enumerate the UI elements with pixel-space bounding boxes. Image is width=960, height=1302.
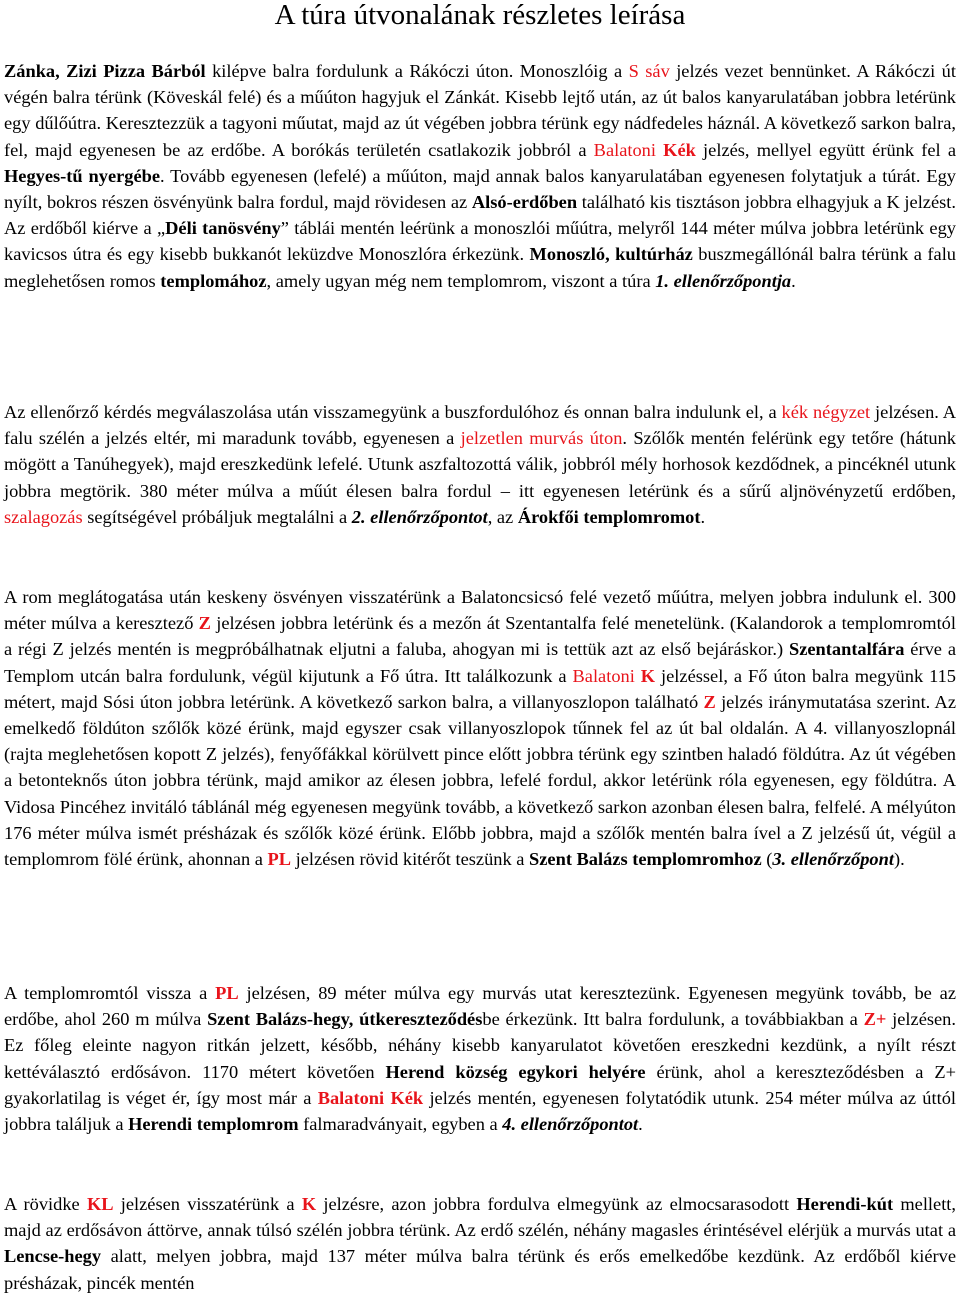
text-run: Balatoni bbox=[593, 139, 664, 160]
text-run: buszmegállónál balra térünk a falu meglehetősen romos bbox=[4, 244, 956, 291]
paragraph-2 bbox=[4, 399, 956, 530]
text-run: . bbox=[791, 270, 796, 291]
text-run: 2. ellenőrzőpontot bbox=[351, 506, 488, 527]
text-run: Balatoni Kék bbox=[317, 1087, 424, 1108]
paragraph-3 bbox=[4, 584, 956, 872]
text-run: . Szőlők mentén felérünk egy tetőre (hátunk mögött a Tanúhegyek), majd ereszkedünk lefelé. Utunk aszfaltozottá válik, jobbról mély horhosok kezdődnek, a pincéknél utunk jobbra megtörik. 380 méter múlva a műút élesen balra fordul – itt egyenesen letérünk és a sűrű aljnövényzetű erdőben, bbox=[4, 428, 956, 501]
text-run: . bbox=[638, 1114, 643, 1135]
text-run: segítségével próbáljuk megtalálni a bbox=[82, 506, 352, 527]
text-run: jelzésen. A falu szélén a jelzés eltér, mi maradunk tovább, egyenesen a bbox=[4, 402, 957, 449]
text-run: 1. ellenőrzőpontja bbox=[655, 270, 792, 291]
text-run: Hegyes-tű nyergébe bbox=[4, 165, 161, 186]
text-run: Herendi templomrom bbox=[128, 1114, 299, 1135]
text-run: Kék bbox=[663, 139, 696, 160]
text-run: Déli tanösvény bbox=[165, 218, 281, 239]
text-run: falmaradványait, egyben a bbox=[298, 1114, 503, 1135]
text-run: jelzésen. Ez főleg eleinte nagyon ritkán jelzett, később, néhány kisebb kanyarulatot követően ereszkedni kezdünk, a nyílt részt kettéválasztó erdősávon. 1170 métert követően bbox=[4, 1009, 956, 1082]
text-run: PL bbox=[215, 983, 239, 1003]
text-run: A templomromtól vissza a bbox=[4, 983, 216, 1003]
text-run: Szent Balázs-hegy, útkereszteződés bbox=[207, 1009, 483, 1030]
text-run: Az ellenőrző kérdés megválaszolása után visszamegyünk a buszfordulóhoz és onnan balra indulunk el, a bbox=[4, 402, 782, 422]
text-run: ). bbox=[893, 849, 905, 870]
text-run: Z bbox=[703, 691, 716, 712]
text-run: Lencse-hegy bbox=[4, 1246, 102, 1267]
paragraph-4 bbox=[4, 980, 956, 1137]
text-run: Szent Balázs templomromhoz bbox=[529, 849, 762, 870]
text-run: jelzés mentén, egyenesen folytatódik utunk. 254 méter múlva az úttól jobbra találjuk a bbox=[4, 1087, 956, 1135]
text-run: ( bbox=[761, 849, 773, 870]
text-run: be érkezünk. Itt balra fordulunk, a továbbiakban a bbox=[482, 1009, 864, 1030]
text-run: Árokfői templomromot bbox=[517, 506, 701, 527]
text-run: kilépve balra fordulunk a Rákóczi úton. Monoszlóig a bbox=[205, 61, 629, 81]
text-run: jelzéssel, a Fő úton balra megyünk 115 métert, majd Sósi úton jobbra letérünk. A következő sarkon balra, a villanyoszlopon található bbox=[4, 665, 956, 712]
text-run: Szentantalfára bbox=[788, 639, 905, 660]
text-run: jelzés vezet bennünket. A Rákóczi út végén balra térünk (Köveskál felé) és a műúton hagyjuk el Zánkát. Kisebb lejtő után, az út balos kanyarulatában jobbra letérünk egy dűlőútra. Keresztezzük a tagyoni műutat, majd az út végében jobbra térünk egy nádfedeles háznál. A következő sarkon balra, fel, majd egyenesen be az erdőbe. A borókás területén csatlakozik jobbról a bbox=[4, 61, 956, 160]
text-run: Z bbox=[198, 613, 211, 634]
text-run: 4. ellenőrzőpontot bbox=[502, 1114, 639, 1135]
text-run: Alsó-erdőben bbox=[471, 192, 578, 213]
text-run: , az bbox=[487, 506, 518, 527]
text-run: jelzetlen murvás úton bbox=[460, 428, 623, 449]
text-run: Zánka, Zizi Pizza Bárból bbox=[4, 61, 206, 81]
text-run: jelzésen, 89 méter múlva egy murvás utat keresztezünk. Egyenesen megyünk tovább, be az erdőbe, ahol 260 m múlva bbox=[4, 983, 956, 1030]
text-run: érve a Templom utcán balra fordulunk, végül kijutunk a Fő útra. Itt találkozunk a bbox=[4, 639, 956, 686]
text-run: jelzés iránymutatása szerint. Az emelkedő földúton szőlők közé érünk, majd egyszer csak villanyoszlopok tűnnek fel az út bal oldalán. A 4. villanyoszlopnál (rajta meglehetősen kopott Z jelzés), fenyőfákkal körülvett pince előtt jobbra térünk egy szintben haladó földútra. Az út végében a betonteknős úton jobbra térünk, majd amikor az élesen jobbra, lefelé fordul, akkor letérünk róla egyenesen, egy földútra. A Vidosa Pincéhez invitáló táblánál még egyenesen megyünk tovább, a következő sarkon azonban élesen balra, felfelé. A mélyúton 176 méter múlva ismét présházak és szőlők közé érünk. Előbb jobbra, majd a szőlők mentén balra ível a Z jelzésű út, végül a templomrom fölé érünk, ahonnan a bbox=[4, 691, 956, 870]
text-run: Z+ bbox=[863, 1009, 887, 1030]
text-run: jelzés, mellyel együtt érünk fel a bbox=[695, 139, 956, 160]
text-run: S sáv bbox=[628, 61, 670, 81]
text-run: A rom meglátogatása után keskeny ösvényen visszatérünk a Balatoncsicsó felé vezető műútra, melyen jobbra indulunk el. 300 méter múlva a keresztező bbox=[4, 587, 956, 634]
text-run: Balatoni bbox=[572, 665, 641, 686]
text-run: Herendi-kút bbox=[796, 1194, 894, 1214]
paragraph-5 bbox=[4, 1191, 956, 1296]
text-run: érünk, ahol a kereszteződésben a Z+ gyakorlatilag is véget ér, így most már a bbox=[4, 1061, 957, 1108]
text-run: Monoszló, kultúrház bbox=[529, 244, 693, 265]
text-run: K bbox=[301, 1194, 317, 1214]
text-run: jelzésre, azon jobbra fordulva elmegyünk az elmocsarasodott bbox=[316, 1194, 797, 1214]
text-run: . bbox=[700, 506, 706, 527]
text-run: jelzésen visszatérünk a bbox=[113, 1194, 302, 1214]
text-run: , amely ugyan még nem templomrom, viszont a túra bbox=[266, 270, 656, 291]
text-run: ” táblái mentén leérünk a monoszlói műútra, melyről 144 méter múlva jobbra letérünk egy kavicsos útra és egy kisebb bukkanót leküzdve Monoszlóra érkezünk. bbox=[4, 218, 956, 265]
text-run: található kis tisztáson jobbra elhagyjuk a K jelzést. Az erdőből kiérve a „ bbox=[4, 192, 956, 239]
text-run: Herend község egykori helyére bbox=[385, 1061, 646, 1082]
paragraph-1 bbox=[4, 58, 956, 294]
text-run: kék négyzet bbox=[781, 402, 871, 422]
text-run: . Tovább egyenesen (lefelé) a műúton, majd annak balos kanyarulatában egyenesen folytatjuk a túrát. Egy nyílt, bokros részen ösvényünk balra fordul, majd rövidesen az bbox=[4, 165, 956, 213]
text-run: szalagozás bbox=[4, 506, 83, 527]
text-run: K bbox=[640, 665, 656, 686]
text-run: jelzésen rövid kitérőt teszünk a bbox=[291, 849, 530, 870]
page-title: A túra útvonalának részletes leírása bbox=[274, 0, 686, 31]
text-run: templomához bbox=[160, 270, 267, 291]
text-run: mellett, majd az erdősávon áttörve, annak túlsó szélén jobbra térünk. Az erdő szélén, néhány magasles érintésével elérjük a murvás utat a bbox=[4, 1194, 957, 1241]
text-run: jelzésen jobbra letérünk és a mezőn át Szentantalfa felé menetelünk. (Kalandorok a templomromtól a régi Z jelzés mentén is megpróbálhatnak eljutni a faluba, ahogyan mi is tettük azt az első bejáráskor.) bbox=[4, 613, 956, 660]
text-run: 3. ellenőrzőpont bbox=[772, 849, 894, 870]
text-run: KL bbox=[86, 1194, 114, 1214]
text-run: alatt, melyen jobbra, majd 137 méter múlva balra térünk és erős emelkedőbe kezdünk. Az erdőből kiérve présházak, pincék mentén bbox=[4, 1246, 956, 1293]
text-run: PL bbox=[267, 849, 292, 870]
text-run: A rövidke bbox=[4, 1194, 87, 1214]
